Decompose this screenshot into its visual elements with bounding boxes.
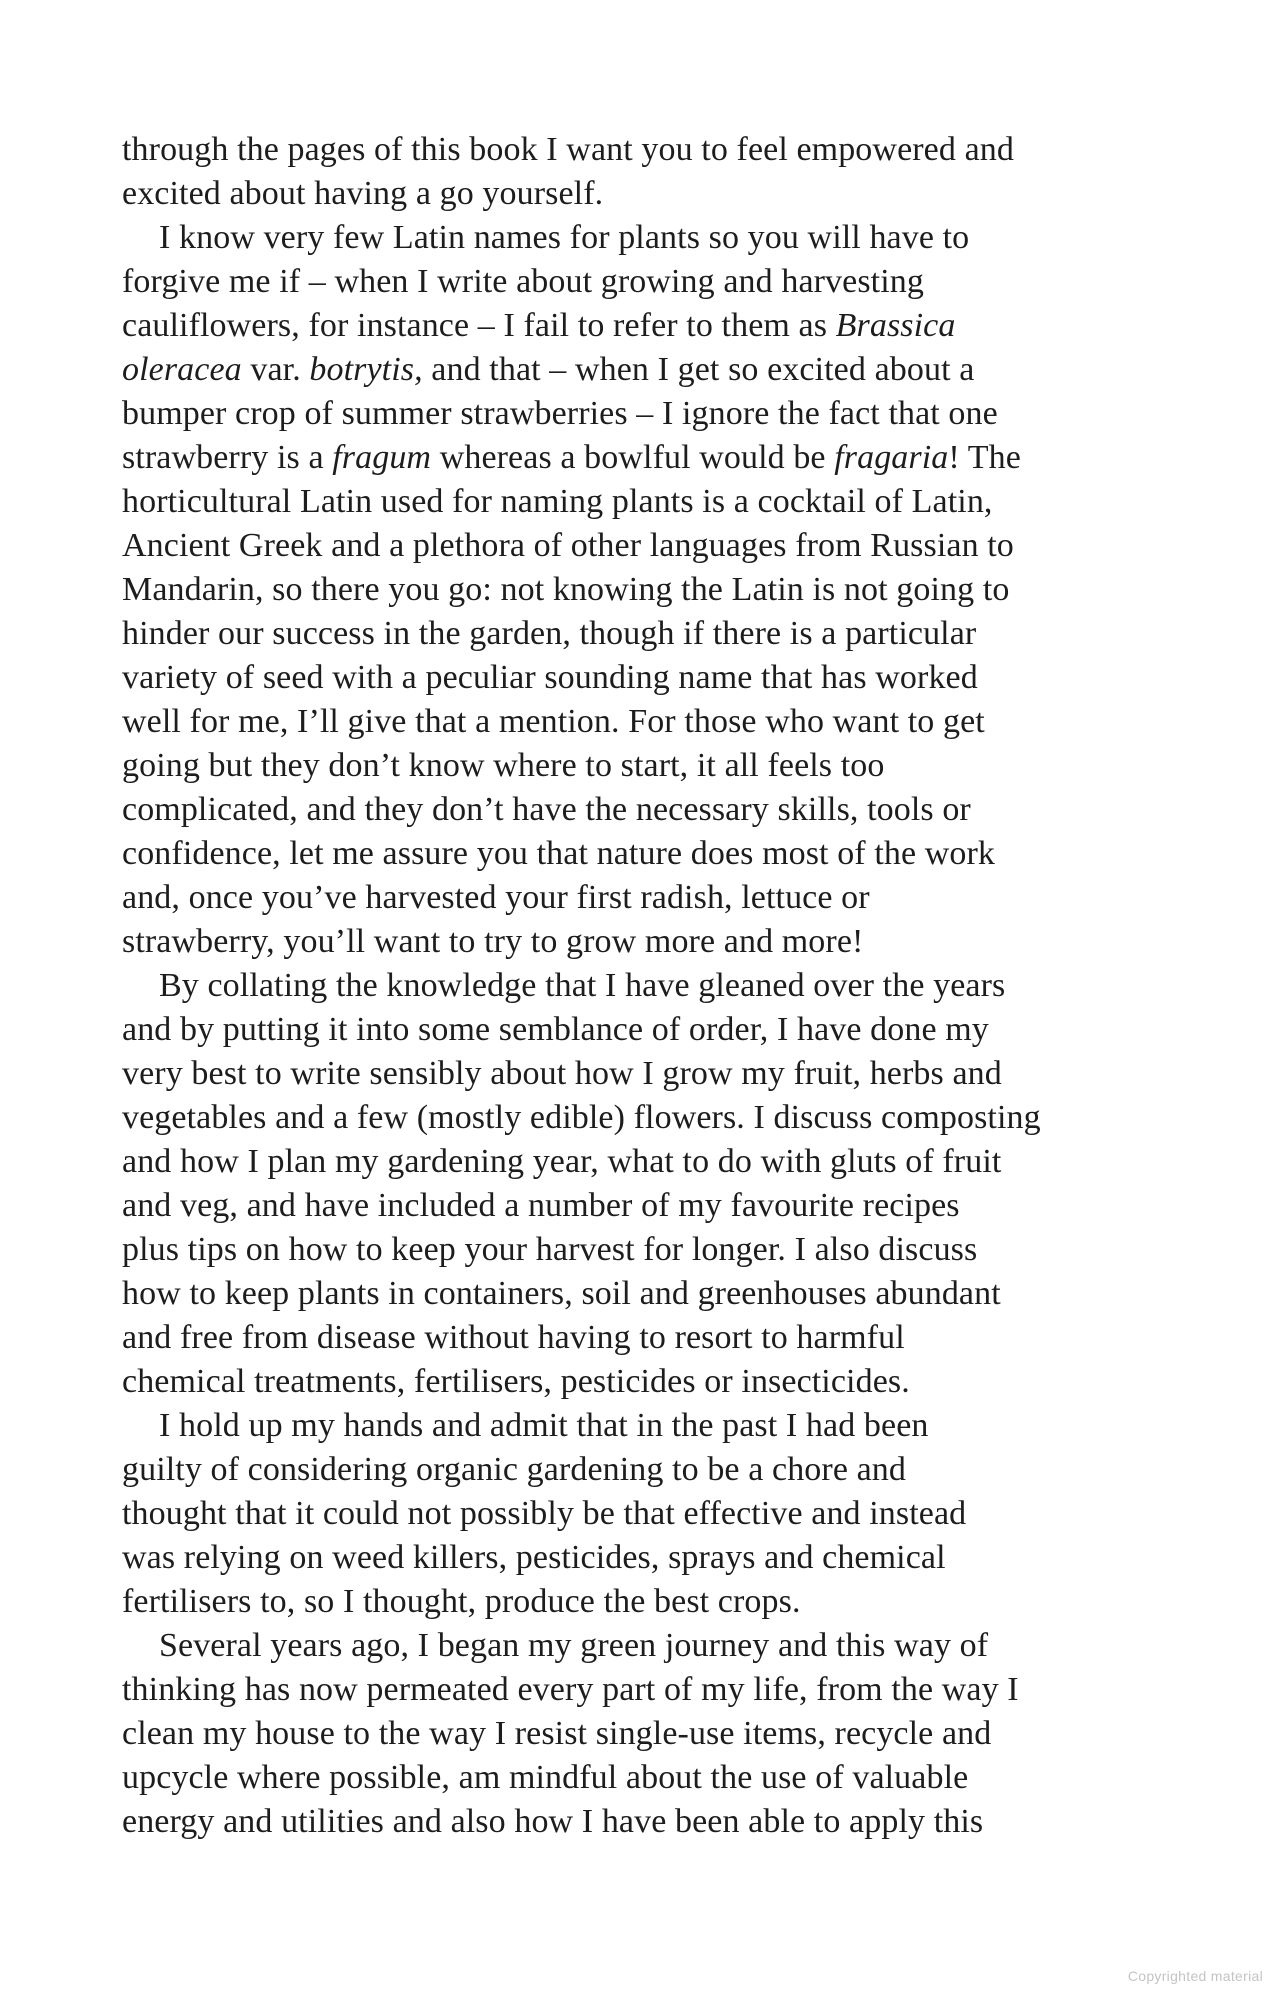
text-segment: strawberry is a: [122, 439, 333, 476]
text-line: [122, 1756, 1170, 1800]
text-line: [122, 1404, 1170, 1448]
text-segment: energy and utilities and also how I have been able to apply this: [122, 1803, 984, 1840]
text-segment: confidence, let me assure you that nature does most of the work: [122, 835, 996, 872]
italic-text-segment: fragum: [332, 439, 432, 476]
text-line: [122, 964, 1170, 1008]
text-line: [122, 1052, 1170, 1096]
text-line: [122, 1316, 1170, 1360]
text-segment: going but they don’t know where to start, it all feels too: [122, 747, 885, 784]
text-line: [122, 1800, 1170, 1844]
text-line: [122, 568, 1170, 612]
text-segment: fertilisers to, so I thought, produce the best crops.: [122, 1583, 801, 1620]
italic-text-segment: botrytis,: [309, 351, 423, 388]
text-line: [122, 1228, 1170, 1272]
text-line: [122, 1668, 1170, 1712]
text-line: [122, 260, 1170, 304]
text-line: [122, 1712, 1170, 1756]
text-segment: chemical treatments, fertilisers, pesticides or insecticides.: [122, 1363, 910, 1400]
text-segment: well for me, I’ll give that a mention. For those who want to get: [122, 703, 985, 740]
text-line: [122, 876, 1170, 920]
text-line: [122, 656, 1170, 700]
text-segment: thought that it could not possibly be that effective and instead: [122, 1495, 967, 1532]
text-line: [122, 480, 1170, 524]
text-segment: bumper crop of summer strawberries – I ignore the fact that one: [122, 395, 998, 432]
text-line: [122, 744, 1170, 788]
text-segment: upcycle where possible, am mindful about the use of valuable: [122, 1759, 969, 1796]
text-segment: and free from disease without having to resort to harmful: [122, 1319, 905, 1356]
text-line: [122, 304, 1170, 348]
copyright-watermark: Copyrighted material: [1127, 1968, 1263, 1984]
text-segment: how to keep plants in containers, soil and greenhouses abundant: [122, 1275, 1001, 1312]
text-line: [122, 612, 1170, 656]
text-segment: plus tips on how to keep your harvest for longer. I also discuss: [122, 1231, 978, 1268]
text-segment: forgive me if – when I write about growing and harvesting: [122, 263, 924, 300]
text-line: [122, 216, 1170, 260]
text-line: [122, 788, 1170, 832]
text-segment: very best to write sensibly about how I grow my fruit, herbs and: [122, 1055, 1002, 1092]
text-segment: and by putting it into some semblance of order, I have done my: [122, 1011, 989, 1048]
text-segment: ! The: [948, 439, 1021, 476]
text-segment: Ancient Greek and a plethora of other languages from Russian to: [122, 527, 1014, 564]
text-segment: was relying on weed killers, pesticides, sprays and chemical: [122, 1539, 946, 1576]
text-segment: strawberry, you’ll want to try to grow more and more!: [122, 923, 864, 960]
text-line: [122, 1272, 1170, 1316]
text-line: [122, 700, 1170, 744]
text-segment: excited about having a go yourself.: [122, 175, 604, 212]
text-line: [122, 1360, 1170, 1404]
text-line: [122, 1448, 1170, 1492]
text-line: [122, 436, 1170, 480]
text-line: [122, 1580, 1170, 1624]
text-segment: guilty of considering organic gardening to be a chore and: [122, 1451, 906, 1488]
text-segment: vegetables and a few (mostly edible) flowers. I discuss composting: [122, 1099, 1041, 1136]
text-line: [122, 832, 1170, 876]
text-line: [122, 1140, 1170, 1184]
page-text: [122, 128, 1170, 1844]
text-segment: By collating the knowledge that I have gleaned over the years: [159, 967, 1006, 1004]
text-line: [122, 1492, 1170, 1536]
text-segment: clean my house to the way I resist single-use items, recycle and: [122, 1715, 992, 1752]
text-segment: complicated, and they don’t have the necessary skills, tools or: [122, 791, 971, 828]
text-segment: hinder our success in the garden, though if there is a particular: [122, 615, 977, 652]
text-segment: Several years ago, I began my green journey and this way of: [159, 1627, 989, 1664]
text-segment: through the pages of this book I want you to feel empowered and: [122, 131, 1014, 168]
italic-text-segment: Brassica: [835, 307, 956, 344]
text-line: [122, 348, 1170, 392]
text-segment: and, once you’ve harvested your first radish, lettuce or: [122, 879, 870, 916]
text-segment: cauliflowers, for instance – I fail to refer to them as: [122, 307, 836, 344]
text-segment: and how I plan my gardening year, what to do with gluts of fruit: [122, 1143, 1002, 1180]
text-segment: and veg, and have included a number of my favourite recipes: [122, 1187, 960, 1224]
text-segment: whereas a bowlful would be: [431, 439, 835, 476]
text-line: [122, 1008, 1170, 1052]
italic-text-segment: oleracea: [122, 351, 242, 388]
text-segment: I hold up my hands and admit that in the past I had been: [159, 1407, 929, 1444]
text-line: [122, 1536, 1170, 1580]
text-line: [122, 1184, 1170, 1228]
text-segment: horticultural Latin used for naming plants is a cocktail of Latin,: [122, 483, 993, 520]
text-segment: Mandarin, so there you go: not knowing the Latin is not going to: [122, 571, 1010, 608]
text-segment: and that – when I get so excited about a: [422, 351, 975, 388]
text-segment: I know very few Latin names for plants so you will have to: [159, 219, 970, 256]
text-line: [122, 920, 1170, 964]
text-line: [122, 392, 1170, 436]
italic-text-segment: fragaria: [834, 439, 949, 476]
text-line: [122, 524, 1170, 568]
text-segment: thinking has now permeated every part of my life, from the way I: [122, 1671, 1019, 1708]
text-segment: var.: [241, 351, 310, 388]
text-segment: variety of seed with a peculiar sounding name that has worked: [122, 659, 978, 696]
text-line: [122, 1096, 1170, 1140]
text-line: [122, 172, 1170, 216]
text-line: [122, 1624, 1170, 1668]
text-line: [122, 128, 1170, 172]
